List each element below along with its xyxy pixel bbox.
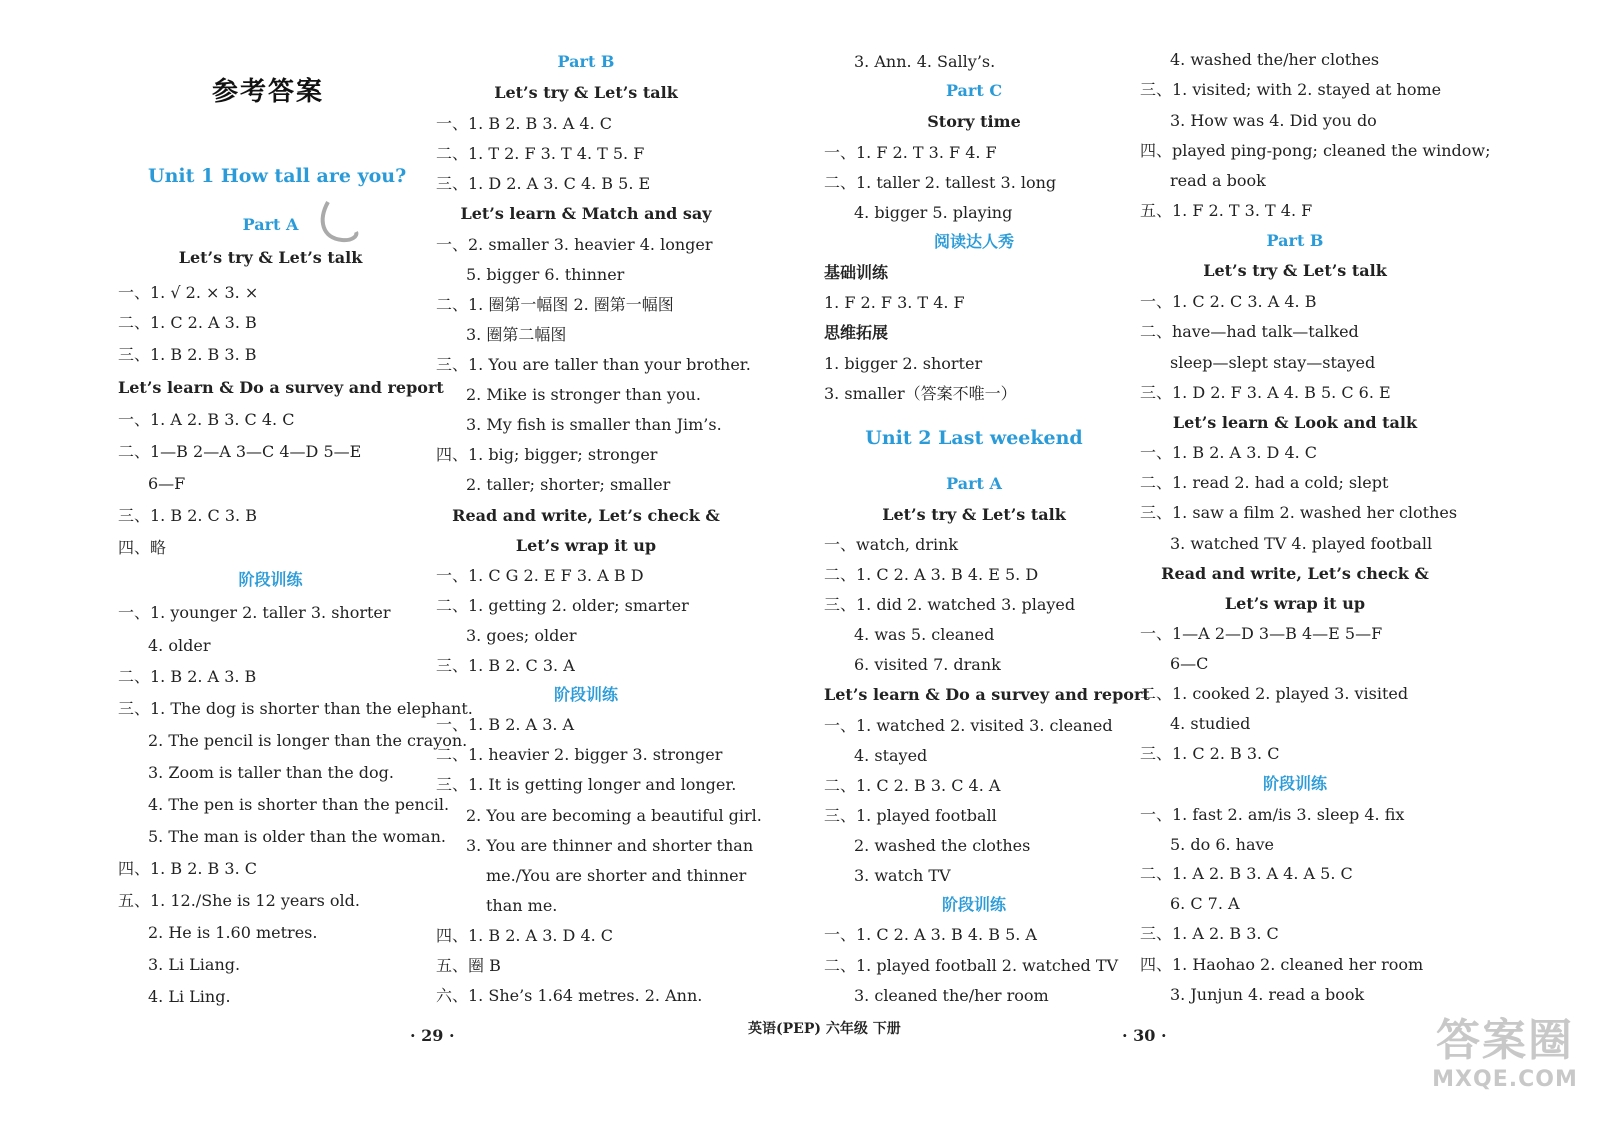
answer-line: 4. stayed <box>854 746 928 765</box>
answer-line: 四、1. Haohao 2. cleaned her room <box>1140 955 1424 974</box>
answer-line: 一、1. C 2. C 3. A 4. B <box>1140 292 1317 311</box>
watermark-logo-icon: 答案圈 <box>1436 1015 1574 1066</box>
answer-line: me./You are shorter and thinner <box>486 866 747 885</box>
answer-line: 四、played ping-pong; cleaned the window; <box>1140 141 1491 160</box>
answer-line: 五、圈 B <box>436 956 501 975</box>
section-title: 阶段训练 <box>941 895 1006 914</box>
section-heading: Let’s try & Let’s talk <box>882 505 1066 524</box>
answer-line: 一、1. B 2. A 3. A <box>436 715 575 734</box>
answer-line: 三、1. B 2. B 3. B <box>118 345 257 364</box>
answer-line: 二、1. A 2. B 3. A 4. A 5. C <box>1140 864 1353 883</box>
section-heading: Read and write, Let’s check & <box>1161 564 1429 583</box>
section-title: Unit 1 How tall are you? <box>148 165 407 187</box>
answer-line: 5. do 6. have <box>1170 835 1275 854</box>
answer-line: 6—F <box>148 474 186 493</box>
section-title: 阶段训练 <box>238 570 303 589</box>
answer-line: 4. washed the/her clothes <box>1170 50 1380 69</box>
answer-line: 5. bigger 6. thinner <box>466 265 625 284</box>
answer-line: 三、1. You are taller than your brother. <box>436 355 751 374</box>
answer-line: 一、1. A 2. B 3. C 4. C <box>118 410 295 429</box>
answer-line: 4. The pen is shorter than the pencil. <box>148 795 450 814</box>
answer-line: 3. watched TV 4. played football <box>1170 534 1433 553</box>
watermark <box>1430 1015 1580 1115</box>
answer-line: 一、2. smaller 3. heavier 4. longer <box>436 235 713 254</box>
answer-line: than me. <box>486 896 558 915</box>
answer-line: 二、1. cooked 2. played 3. visited <box>1140 684 1409 703</box>
answer-line: 四、1. big; bigger; stronger <box>436 445 658 464</box>
answer-line: 二、1. played football 2. watched TV <box>824 956 1119 975</box>
answer-line: 二、1. B 2. A 3. B <box>118 667 257 686</box>
answer-line: 6. C 7. A <box>1170 894 1240 913</box>
answer-line: 2. washed the clothes <box>854 836 1031 855</box>
section-title: Part C <box>945 81 1003 100</box>
answer-line: 4. studied <box>1170 714 1251 733</box>
page-number-right: · 30 · <box>1122 1026 1167 1045</box>
answer-line: 二、1. getting 2. older; smarter <box>436 596 689 615</box>
answer-line: 一、1—A 2—D 3—B 4—E 5—F <box>1140 624 1383 643</box>
answer-line: 2. The pencil is longer than the crayon. <box>148 731 468 750</box>
answer-line: 三、1. B 2. C 3. B <box>118 506 257 525</box>
answer-line: 三、1. D 2. A 3. C 4. B 5. E <box>436 174 651 193</box>
answer-line: 一、1. B 2. A 3. D 4. C <box>1140 443 1318 462</box>
answer-line: 3. goes; older <box>466 626 577 645</box>
section-heading: 基础训练 <box>824 263 889 282</box>
answer-line: 4. was 5. cleaned <box>854 625 995 644</box>
answer-line: 2. You are becoming a beautiful girl. <box>466 806 762 825</box>
answer-line: 4. Li Ling. <box>148 987 231 1006</box>
answer-line: 1. bigger 2. shorter <box>824 354 983 373</box>
answer-line: 一、1. C G 2. E F 3. A B D <box>436 566 644 585</box>
section-heading: Let’s learn & Do a survey and report <box>824 685 1150 704</box>
section-heading: Let’s try & Let’s talk <box>178 248 363 267</box>
answer-line: 六、1. She’s 1.64 metres. 2. Ann. <box>436 986 703 1005</box>
section-heading: Read and write, Let’s check & <box>452 506 720 525</box>
answer-line: 二、1. heavier 2. bigger 3. stronger <box>436 745 723 764</box>
section-title: Part A <box>946 474 1002 493</box>
answer-line: 三、1. did 2. watched 3. played <box>824 595 1076 614</box>
answer-line: 二、1. taller 2. tallest 3. long <box>824 173 1057 192</box>
answer-line: 6. visited 7. drank <box>854 655 1001 674</box>
answer-line: 二、have—had talk—talked <box>1140 322 1359 341</box>
answer-line: 一、1. fast 2. am/is 3. sleep 4. fix <box>1140 805 1405 824</box>
section-heading: 思维拓展 <box>824 323 889 342</box>
answer-line: 3. How was 4. Did you do <box>1170 111 1377 130</box>
answer-line: 五、1. F 2. T 3. T 4. F <box>1140 201 1313 220</box>
answer-line: 3. Zoom is taller than the dog. <box>148 763 394 782</box>
answer-line: 3. You are thinner and shorter than <box>466 836 754 855</box>
answer-line: 3. Li Liang. <box>148 955 241 974</box>
answer-line: 3. 圈第二幅图 <box>466 325 567 344</box>
section-heading: Story time <box>927 112 1021 131</box>
answer-line: 二、1. T 2. F 3. T 4. T 5. F <box>436 144 645 163</box>
answer-line: sleep—slept stay—stayed <box>1170 353 1376 372</box>
pencil-scribble-mark <box>300 120 380 260</box>
answer-line: 6—C <box>1170 654 1209 673</box>
answer-line: 二、1—B 2—A 3—C 4—D 5—E <box>118 442 362 461</box>
section-heading: Let’s wrap it up <box>515 536 657 555</box>
section-heading: Let’s try & Let’s talk <box>494 83 678 102</box>
book-footer-label: 英语(PEP) 六年级 下册 <box>748 1021 901 1037</box>
answer-line: 2. taller; shorter; smaller <box>466 475 671 494</box>
section-title: Part B <box>557 52 615 71</box>
answer-line: 三、1. played football <box>824 806 997 825</box>
section-title: Part B <box>1266 231 1324 250</box>
answer-line: 三、1. saw a film 2. washed her clothes <box>1140 503 1458 522</box>
answer-line: 3. cleaned the/her room <box>854 986 1049 1005</box>
answer-line: 一、1. B 2. B 3. A 4. C <box>436 114 612 133</box>
section-heading: Let’s try & Let’s talk <box>1203 261 1387 280</box>
answer-line: 一、1. younger 2. taller 3. shorter <box>118 603 391 622</box>
answer-line: 3. watch TV <box>854 866 951 885</box>
answer-line: 一、1. √ 2. × 3. × <box>118 283 259 302</box>
answer-line: 一、1. watched 2. visited 3. cleaned <box>824 716 1113 735</box>
answer-line: 三、1. visited; with 2. stayed at home <box>1140 80 1442 99</box>
answer-line: read a book <box>1170 171 1266 190</box>
answer-line: 二、1. read 2. had a cold; slept <box>1140 473 1389 492</box>
answer-line: 三、1. B 2. C 3. A <box>436 656 575 675</box>
answer-line: 二、1. C 2. A 3. B <box>118 313 257 332</box>
answer-line: 3. Junjun 4. read a book <box>1170 985 1365 1004</box>
answer-line: 三、1. A 2. B 3. C <box>1140 924 1279 943</box>
answer-line: 二、1. C 2. A 3. B 4. E 5. D <box>824 565 1039 584</box>
answer-line: 三、1. The dog is shorter than the elephant. <box>118 699 473 718</box>
section-title: Part A <box>242 215 299 234</box>
answer-line: 4. bigger 5. playing <box>854 203 1013 222</box>
page-number-left: · 29 · <box>410 1026 455 1045</box>
answer-line: 四、1. B 2. B 3. C <box>118 859 257 878</box>
section-heading: Let’s wrap it up <box>1224 594 1366 613</box>
section-heading: Let’s learn & Look and talk <box>1172 413 1418 432</box>
answer-line: 二、1. 圈第一幅图 2. 圈第一幅图 <box>436 295 674 314</box>
answer-line: 四、略 <box>118 538 167 557</box>
answer-line: 3. My fish is smaller than Jim’s. <box>466 415 722 434</box>
section-title: Unit 2 Last weekend <box>865 427 1083 449</box>
answer-line: 3. Ann. 4. Sally’s. <box>854 52 996 71</box>
answer-line: 五、1. 12./She is 12 years old. <box>118 891 360 910</box>
answer-line: 一、1. C 2. A 3. B 4. B 5. A <box>824 925 1037 944</box>
section-heading: Let’s learn & Do a survey and report <box>118 378 444 397</box>
answer-line: 一、watch, drink <box>824 535 959 554</box>
answer-line: 四、1. B 2. A 3. D 4. C <box>436 926 614 945</box>
answer-line: 4. older <box>148 636 211 655</box>
answer-line: 1. F 2. F 3. T 4. F <box>824 293 965 312</box>
section-title: 阅读达人秀 <box>933 232 1014 251</box>
answer-line: 二、1. C 2. B 3. C 4. A <box>824 776 1001 795</box>
watermark-site: MXQE.COM <box>1432 1067 1578 1092</box>
section-heading: Let’s learn & Match and say <box>460 204 712 223</box>
answer-line: 三、1. C 2. B 3. C <box>1140 744 1280 763</box>
page-title: 参考答案 <box>212 77 325 107</box>
answer-line: 三、1. It is getting longer and longer. <box>436 775 737 794</box>
answer-line: 2. He is 1.60 metres. <box>148 923 318 942</box>
answer-line: 三、1. D 2. F 3. A 4. B 5. C 6. E <box>1140 383 1391 402</box>
answer-line: 3. smaller（答案不唯一） <box>824 384 1017 403</box>
answer-line: 一、1. F 2. T 3. F 4. F <box>824 143 997 162</box>
answer-line: 5. The man is older than the woman. <box>148 827 446 846</box>
section-title: 阶段训练 <box>553 685 618 704</box>
answer-line: 2. Mike is stronger than you. <box>466 385 701 404</box>
section-title: 阶段训练 <box>1262 774 1327 793</box>
